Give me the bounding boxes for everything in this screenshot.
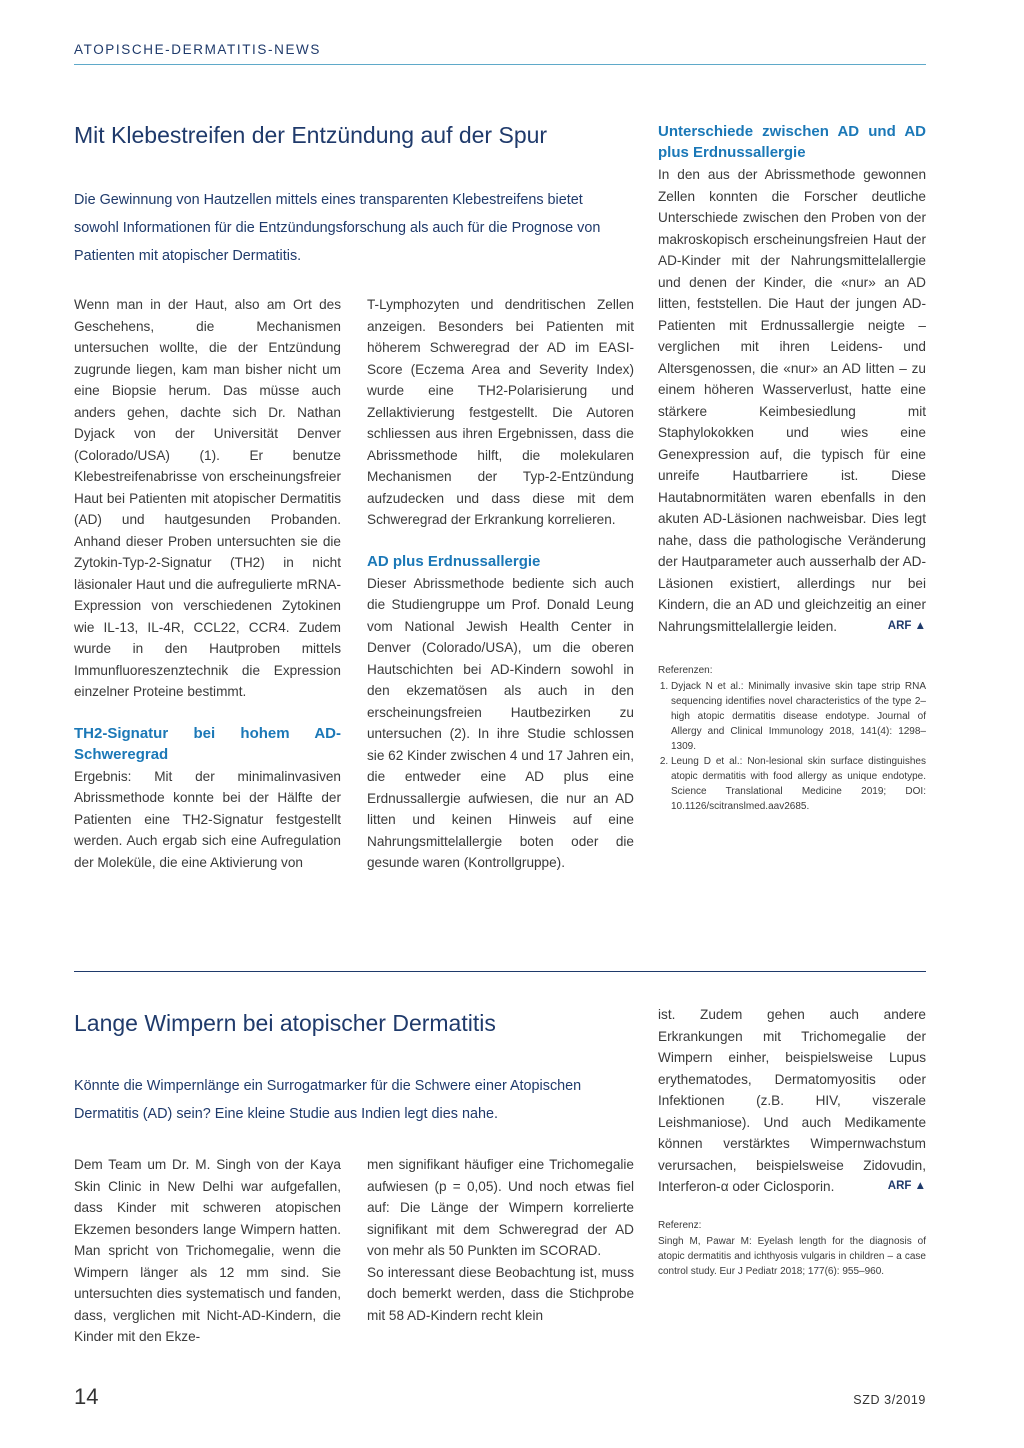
reference-text: Singh M, Pawar M: Eyelash length for the diagnosis of atopic dermatitis and ichthyosis vulgaris in children – a case control study. Eur J Pediatr 2018; 177(6): 955–960. [658,1235,926,1277]
article1-lead: Die Gewinnung von Hautzellen mittels eines transparenten Klebestreifens bietet sowohl Informationen für die Entzündungsforschung als auch für die Prognose von Patienten mit atopischer Dermatitis. [74,192,601,264]
article1-subheading-differences: Unterschiede zwischen AD und AD plus Erdnussallergie [658,123,926,161]
article1-title: Mit Klebestreifen der Entzündung auf der Spur [74,122,548,148]
reference-item: 1. Dyjack N et al.: Minimally invasive skin tape strip RNA sequencing identifies novel characteristics of the type 2–high atopic dermatitis disease endotype. Journal of Allergy and Clinical Immunology 2018, 141(4): 1298–1309. [671,679,926,754]
header-rule [74,64,926,65]
article2-col1-paragraph: Dem Team um Dr. M. Singh von der Kaya Skin Clinic in New Delhi war aufgefallen, dass Kinder mit schweren atopischen Ekzemen besonders lange Wimpern hatten. Man spricht von Trichomegalie, wenn die Wimpern länger als 12 mm sind. Sie untersuchten dies systematisch und fanden, dass, verglichen mit Nicht-AD-Kindern, die Kinder mit den Ekze- [74,1157,341,1344]
article2-title: Lange Wimpern bei atopischer Dermatitis [74,1010,496,1036]
article1-column-3 [658,121,926,814]
issue-label: SZD 3/2019 [853,1393,926,1407]
article1-col1-paragraph: Wenn man in der Haut, also am Ort des Geschehens, die Mechanismen untersuchen wollte, die der Entzündung zugrunde liegen, kam man bisher nicht um eine Biopsie herum. Das müsse auch anders gehen, dachte sich Dr. Nathan Dyjack von der Universität Denver (Colorado/USA) (1). Er benutze Klebestreifenabrisse von erscheinungsfreier Haut bei Patienten mit atopischer Dermatitis (AD) und hautgesunden Probanden. Anhand dieser Proben untersuchten sie die Zytokin-Typ-2-Signatur (TH2) in nicht läsionaler Haut und die aufregulierte mRNA-Expression von verschiedenen Zytokinen wie IL-13, IL-4R, CCL22, CCR4. Zudem wurde in den Hautproben mittels Immunfluoreszenztechnik die Expression einzelner Proteine bestimmt. [74,297,341,699]
article2-column-2 [367,1154,634,1326]
article2-column-3 [658,1004,926,1279]
article2-column-1 [74,1154,341,1348]
references-heading: Referenzen: [658,665,713,676]
article1-column-1 [74,294,341,873]
reference-item: 2. Leung D et al.: Non-lesional skin surface distinguishes atopic dermatitis with food allergy as unique endotype. Science Translational Medicine 2019; DOI: 10.1126/scitranslmed.aav2685. [671,754,926,814]
article1-col3-text: In den aus der Abrissmethode gewonnen Zellen konnten die Forscher deutliche Unterschiede zwischen den Proben von der makroskopisch erscheinungsfreien Haut der AD-Kinder mit der Nahrungsmittelallergie und denen der Kinder, die «nur» an AD litten, feststellen. Die Haut der jungen AD-Patienten mit Erdnussallergie neigte – verglichen mit ihren Leidens- und Altersgenossen, die «nur» an AD litten – zu einem höheren Wasserverlust, hatte eine stärkere Keimbesiedlung mit Staphylokokken und wies eine Genexpression auf, die typisch für eine unreife Hautbarriere ist. Diese Hautabnormitäten waren ebenfalls in den akuten AD-Läsionen nachweisbar. Dies legt nahe, dass die pathologische Veränderung der Hautparameter auch ausserhalb der AD-Läsionen existiert, allerdings nur bei Kindern, die an AD und gleichzeitig an einer Nahrungsmittelallergie leiden. [658,167,926,634]
article2-signature: ARF ▲ [887,1180,926,1192]
article1-col1-paragraph-2: Ergebnis: Mit der minimalinvasiven Abrissmethode konnte bei der Hälfte der Patienten eine TH2-Signatur festgestellt werden. Auch ergab sich eine Aufregulation der Moleküle, die eine Aktivierung von [74,768,341,870]
article2-lead: Könnte die Wimpernlänge ein Surrogatmarker für die Schwere einer Atopischen Dermatitis (AD) sein? Eine kleine Studie aus Indien legt dies nahe. [74,1078,582,1122]
article2-reference [658,1218,926,1279]
article1-subheading-th2: TH2-Signatur bei hohem AD-Schweregrad [74,724,341,763]
article2-col3-paragraph [658,1004,926,1198]
article1-col2-paragraph-2: Dieser Abrissmethode bediente sich auch die Studiengruppe um Prof. Donald Leung vom National Jewish Health Center in Denver (Colorado/USA), um die oberen Hautschichten bei AD-Kindern sowohl in den ekzematösen als auch in den erscheinungsfreien Hautbezirken zu untersuchen (2). In ihre Studie schlossen sie 62 Kinder zwischen 4 und 17 Jahren ein, die entweder eine AD plus eine Erdnussallergie aufwiesen, die nur an AD litten und keinen Hinweis auf eine Nahrungsmittelallergie boten oder die gesunde waren (Kontrollgruppe). [367,575,634,870]
article1-subheading-peanut: AD plus Erdnussallergie [367,552,541,570]
reference-heading: Referenz: [658,1219,702,1231]
article1-col3-paragraph [658,164,926,637]
article2-col2-paragraph: men signifikant häufiger eine Trichomegalie aufwiesen (p = 0,05). Und noch etwas fiel auf: Die Länge der Wimpern korrelierte signifikant mit dem Schweregrad der AD von mehr als 50 Punkten im SCORAD. [367,1157,634,1258]
page-number: 14 [74,1384,99,1409]
article1-col2-paragraph: T-Lymphozyten und dendritischen Zellen anzeigen. Besonders bei Patienten mit höherem Schweregrad der AD im EASI-Score (Eczema Area and Severity Index) wurde eine TH2-Polarisierung und Zellaktivierung festgestellt. Die Autoren schliessen aus ihren Ergebnissen, dass die Abrissmethode hilft, die molekularen Mechanismen der Typ-2-Entzündung aufzudecken und dass diese mit dem Schweregrad der Erkrankung korrelieren. [367,297,634,527]
article1-references [658,663,926,814]
section-label: ATOPISCHE-DERMATITIS-NEWS [74,42,322,57]
article1-column-2 [367,294,634,874]
references-list [658,679,926,814]
article1-signature: ARF ▲ [887,619,926,632]
article2-col2-paragraph-2: So interessant diese Beobachtung ist, muss doch bemerkt werden, dass die Stichprobe mit 58 AD-Kindern recht klein [367,1264,634,1323]
article-divider [74,971,926,972]
article2-col3-text: ist. Zudem gehen auch andere Erkrankungen mit Trichomegalie der Wimpern einher, beispielsweise Lupus erythematodes, Dermatomyositis oder Infektionen (z.B. HIV, viszerale Leishmaniose). Und auch Medikamente können verstärktes Wimpernwachstum verursachen, beispielsweise Zidovudin, Interferon-α oder Ciclosporin. [658,1007,926,1194]
